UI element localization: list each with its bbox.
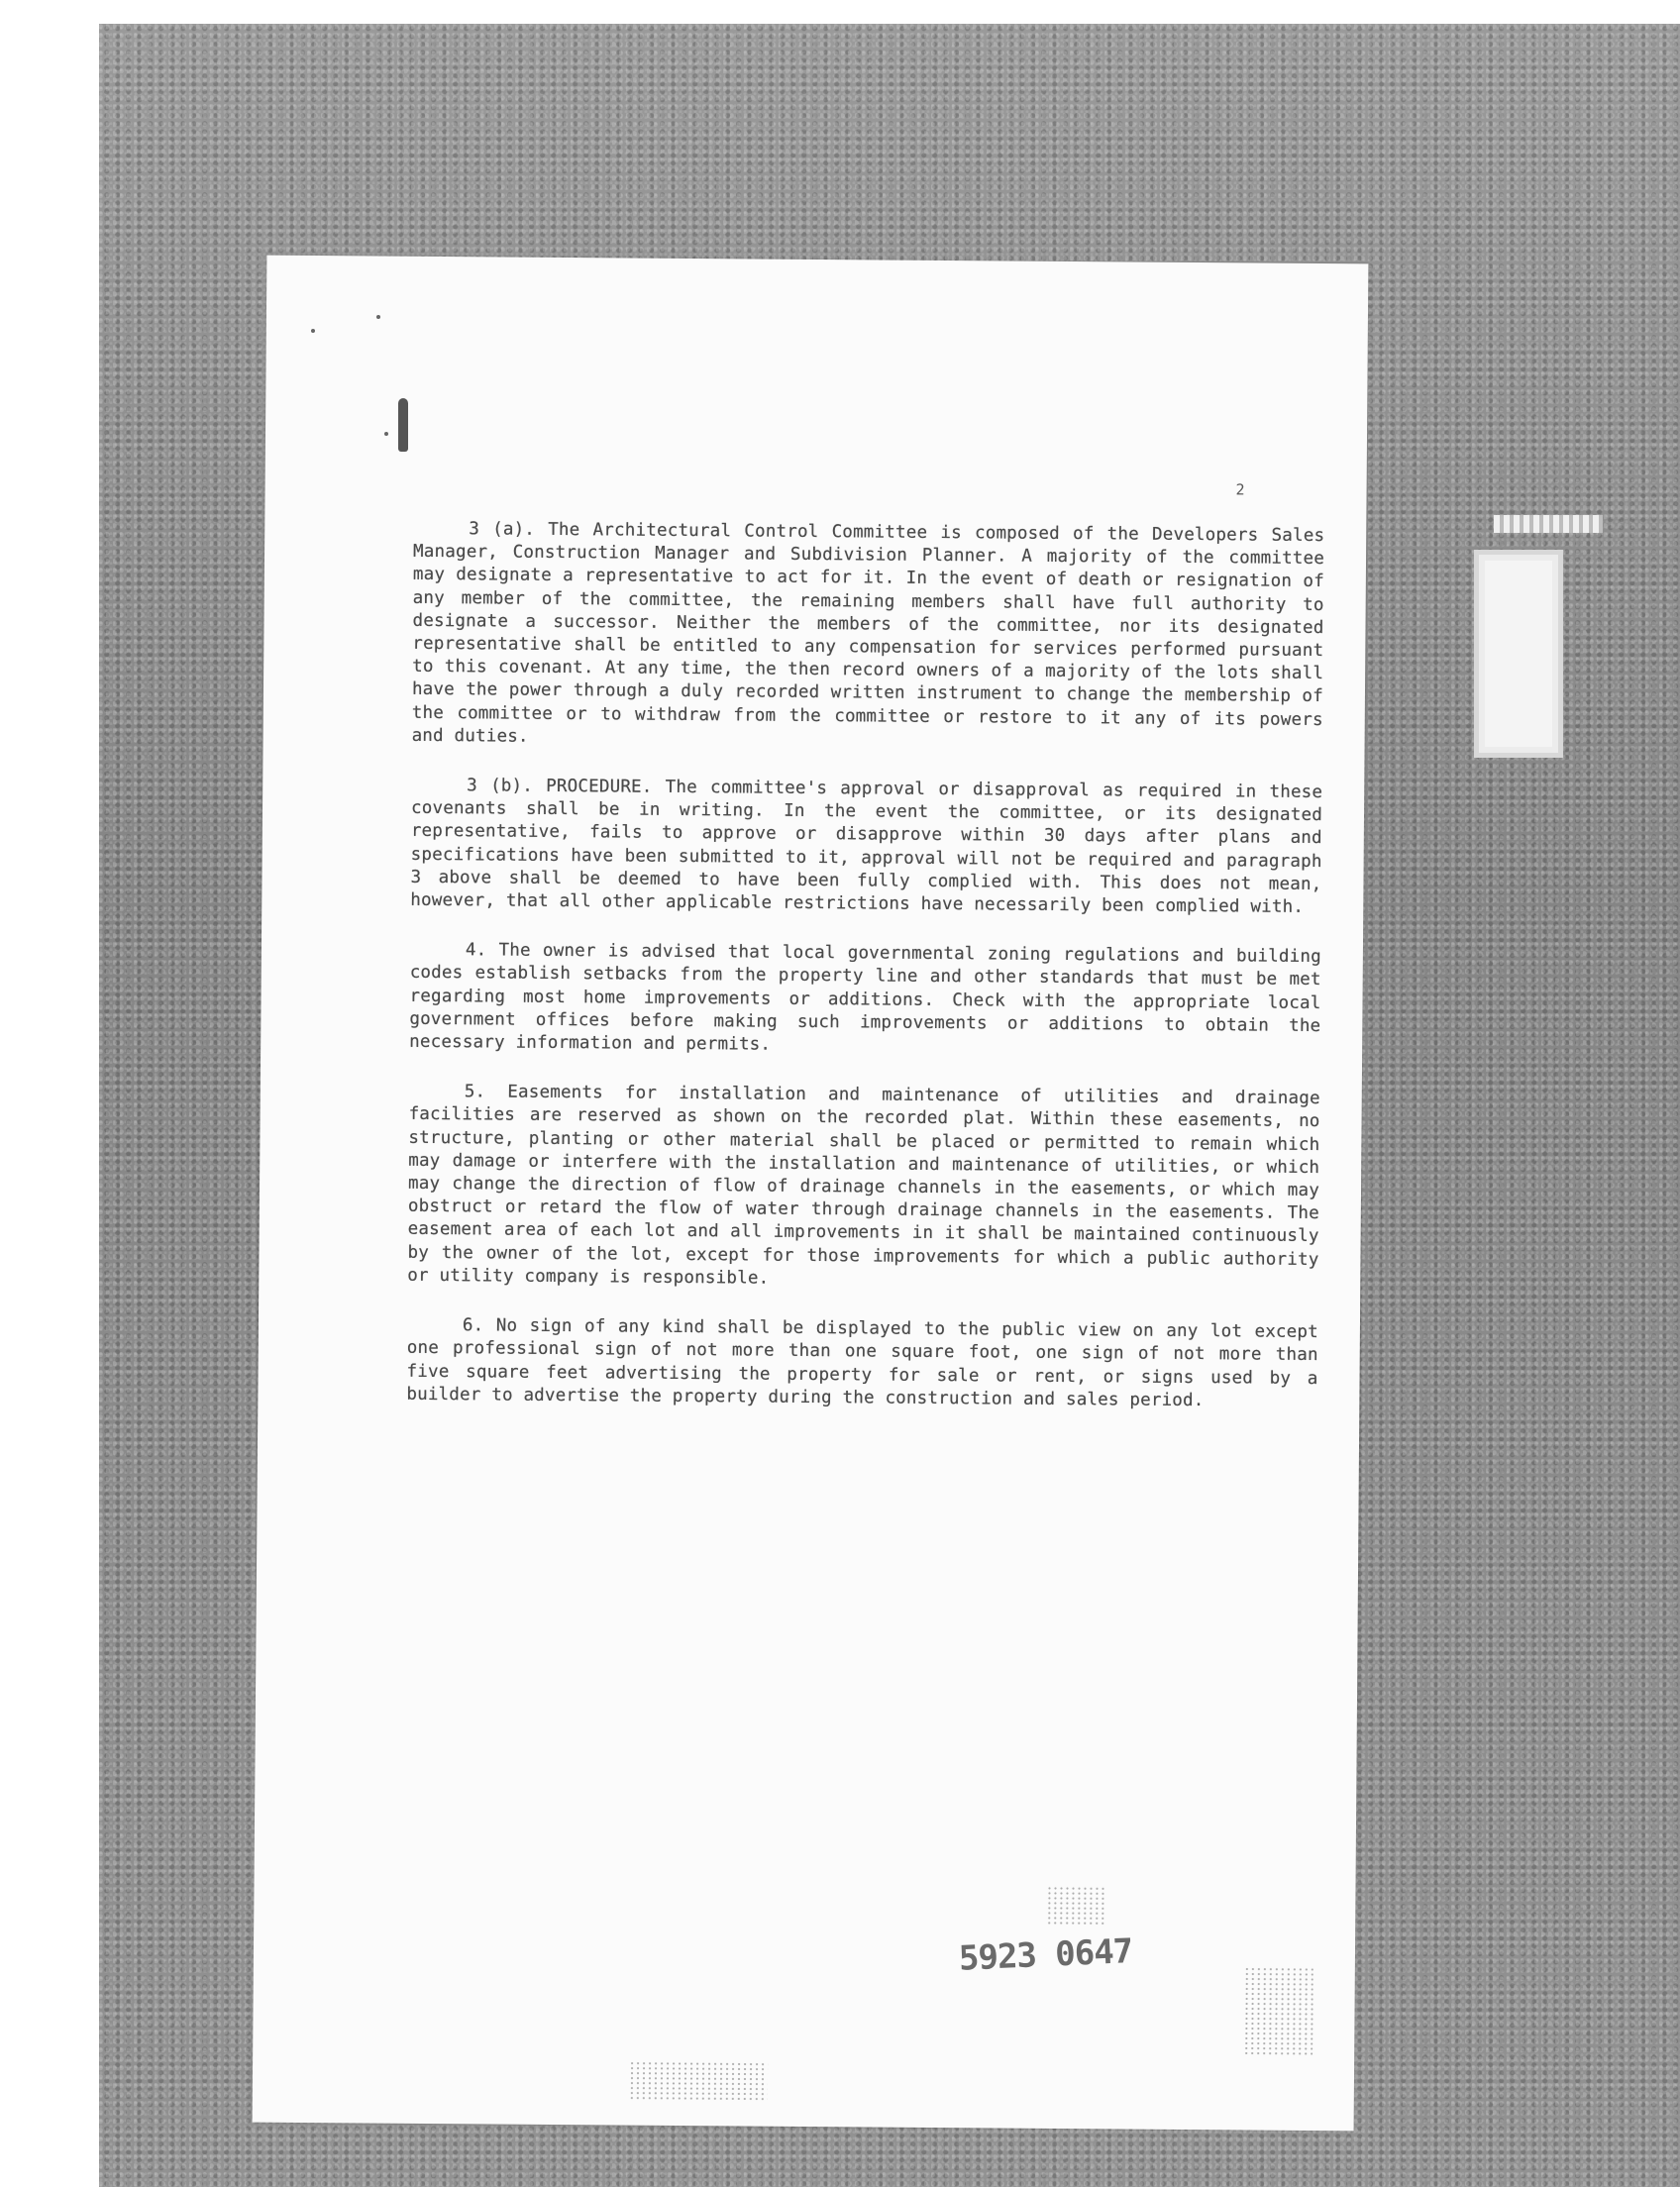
page-number: 2	[1235, 480, 1245, 499]
side-clip	[1474, 550, 1563, 758]
paragraph-3b: 3 (b). PROCEDURE. The committee's approval or disapproval as required in these covenants shall be in writing. In the event the committee, or its designated representative, fails to approve or disapprove within 30 days after plans and specifications have been submitted to it, approval will not be required and paragraph 3 above shall be deemed to have been fully complied with. This does not mean, however, that all other applicable restrictions have necessarily been complied with.	[410, 776, 1323, 917]
scan-speckle	[629, 2061, 768, 2102]
document-page	[253, 256, 1369, 2132]
scan-dot	[376, 315, 380, 319]
recording-stamp: 5923 0647	[958, 1931, 1134, 1979]
scan-speckle	[1243, 1966, 1313, 2056]
paragraph-3a: 3 (a). The Architectural Control Committee is composed of the Developers Sales Manager, Construction Manager and Subdivision Planner. A majority of the committee may designate a representative to act for it. In the event of death or resignation of any member of the committee, the remaining members shall have full authority to designate a successor. Neither the members of the committee, nor its designated representative shall be entitled to any compensation for services performed pursuant to this covenant. At any time, the then record owners of a majority of the lots shall have the power through a duly recorded written instrument to change the membership of the committee or to withdraw from the committee or restore to it any of its powers and duties.	[411, 519, 1325, 747]
paragraph-6: 6. No sign of any kind shall be displayed to the public view on any lot except one professional sign of not more than one square foot, one sign of not more than five square feet advertising the property for sale or rent, or signs used by a builder to advertise the property during the construction and sales period.	[406, 1315, 1318, 1410]
scan-dot	[311, 329, 315, 333]
paragraph-4: 4. The owner is advised that local governmental zoning regulations and building codes establish setbacks from the property line and other standards that must be met regarding most home improvements or additions. Check with the appropriate local government offices before making such improvements or additions to obtain the necessary information and permits.	[409, 940, 1321, 1055]
scan-dot	[384, 432, 388, 436]
paragraph-5: 5. Easements for installation and maintenance of utilities and drainage facilities are reserved as shown on the recorded plat. Within these easements, no structure, planting or other material shall be placed or permitted to remain which may damage or interfere with the installation and maintenance of utilities, or which may change the direction of flow of drainage channels in the easements, or which may obstruct or retard the flow of water through drainage channels in the easements. The easement area of each lot and all improvements in it shall be maintained continuously by the owner of the lot, except for those improvements for which a public authority or utility company is responsible.	[407, 1082, 1320, 1289]
document-body	[406, 518, 1324, 1440]
side-clip-edge	[1494, 515, 1603, 533]
scan-speckle	[1046, 1886, 1105, 1926]
punch-mark	[398, 398, 408, 452]
